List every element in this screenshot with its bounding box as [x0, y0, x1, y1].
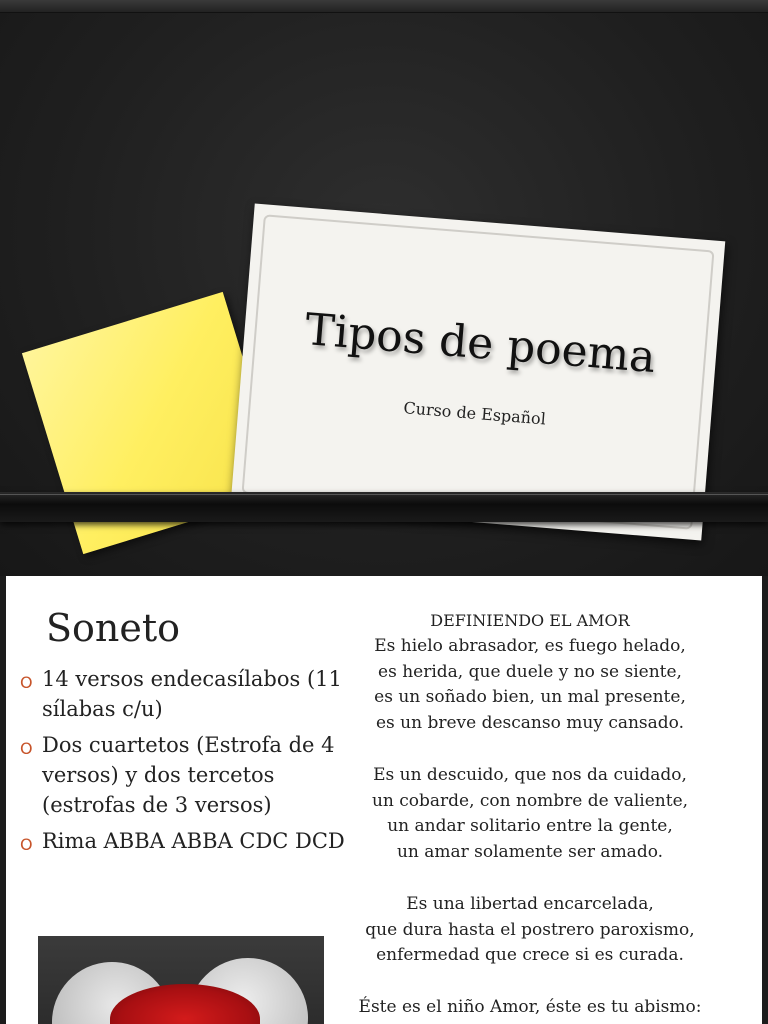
poem-line: un andar solitario entre la gente,: [387, 816, 673, 837]
bullet-marker: O: [20, 835, 33, 854]
bullet-item: [20, 664, 350, 724]
poem-line: Es un descuido, que nos da cuidado,: [373, 764, 687, 785]
poem-line: Éste es el niño Amor, éste es tu abismo:: [358, 996, 702, 1017]
poem-stanza: [346, 892, 714, 969]
bullet-list: [20, 664, 350, 862]
slide-title: Tipos de poema: [303, 304, 658, 384]
bullet-text: Dos cuartetos (Estrofa de 4 versos) y dos tercetos (estrofas de 3 versos): [42, 733, 335, 817]
poem: [346, 608, 714, 1024]
bullet-item: [20, 826, 350, 856]
poem-line: Es una libertad encarcelada,: [406, 893, 654, 914]
heart-in-hands-photo: [38, 936, 324, 1024]
poem-stanza: [346, 763, 714, 866]
bullet-marker: O: [20, 739, 33, 758]
poem-title: DEFINIENDO EL AMOR: [430, 611, 630, 630]
bullet-item: [20, 730, 350, 820]
poem-line: un amar solamente ser amado.: [396, 842, 664, 863]
bullet-marker: O: [20, 673, 33, 692]
band-highlight: [0, 494, 768, 495]
poem-line: es un breve descanso muy cansado.: [375, 713, 685, 734]
slide-paper: [6, 576, 762, 1024]
poem-line: que dura hasta el postrero paroxismo,: [365, 919, 695, 940]
top-strip: [0, 0, 768, 13]
bullet-text: 14 versos endecasílabos (11 sílabas c/u): [42, 667, 342, 721]
title-card: [231, 204, 726, 541]
poem-line: enfermedad que crece si es curada.: [376, 945, 684, 966]
section-heading: Soneto: [46, 606, 181, 650]
soneto-slide: [0, 576, 768, 1024]
poem-line: un cobarde, con nombre de valiente,: [371, 790, 689, 811]
bullet-text: Rima ABBA ABBA CDC DCD: [42, 829, 345, 853]
poem-line: es un soñado bien, un mal presente,: [374, 687, 686, 708]
black-band: [0, 492, 768, 522]
poem-line: es herida, que duele y no se siente,: [378, 661, 682, 682]
poem-stanza: [346, 995, 714, 1021]
poem-stanza: [346, 634, 714, 737]
poem-line: Es hielo abrasador, es fuego helado,: [374, 635, 686, 656]
slide-subtitle: Curso de Español: [402, 398, 547, 429]
